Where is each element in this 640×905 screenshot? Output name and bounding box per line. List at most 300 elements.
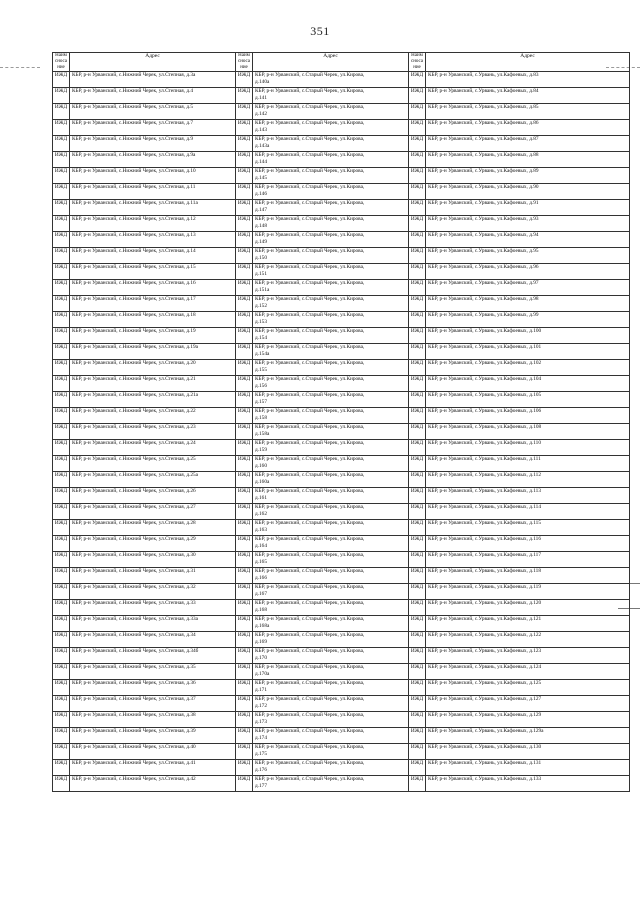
scan-margin-line [0,67,40,68]
address-house-number: д.160а [255,478,270,485]
address-cell: КБР, р-н Урванский, с.Урвань, ул.Кафоевых, д.108 [426,424,630,440]
address-street-text: КБР, р-н Урванский, с.Старый Черек, ул.Кирова, [255,488,365,494]
building-type-cell: ИЖД [409,360,426,376]
address-cell: КБР, р-н Урванский, с.Урвань, ул.Кафоевых, д.85 [426,104,630,120]
building-type-cell: ИЖД [53,456,70,472]
address-cell [253,536,409,552]
address-cell: КБР, р-н Урванский, с.Урвань, ул.Кафоевых, д.102 [426,360,630,376]
address-cell: КБР, р-н Урванский, с.Урвань, ул.Кафоевых, д.129 [426,712,630,728]
table-row [53,696,630,712]
address-house-number: д.159 [255,446,267,453]
table-row [53,216,630,232]
address-house-number: д.145 [255,174,267,181]
building-type-cell: ИЖД [236,296,253,312]
building-type-cell: ИЖД [409,216,426,232]
table-row [53,760,630,776]
building-type-cell: ИЖД [53,760,70,776]
building-type-cell: ИЖД [236,344,253,360]
address-cell [253,584,409,600]
address-street-text: КБР, р-н Урванский, с.Старый Черек, ул.Кирова, [255,424,365,430]
building-type-cell: ИЖД [53,568,70,584]
address-cell [253,328,409,344]
address-cell: КБР, р-н Урванский, с.Урвань, ул.Кафоевых, д.100 [426,328,630,344]
address-street-text: КБР, р-н Урванский, с.Старый Черек, ул.Кирова, [255,696,365,702]
address-street-text: КБР, р-н Урванский, с.Старый Черек, ул.Кирова, [255,136,365,142]
address-street-text: КБР, р-н Урванский, с.Старый Черек, ул.Кирова, [255,72,365,78]
building-type-cell: ИЖД [236,408,253,424]
building-type-cell: ИЖД [236,568,253,584]
address-street-text: КБР, р-н Урванский, с.Старый Черек, ул.Кирова, [255,472,365,478]
address-cell: КБР, р-н Урванский, с.Нижний Черек, ул.Степная, д.26 [70,488,236,504]
address-cell [253,648,409,664]
address-cell: КБР, р-н Урванский, с.Нижний Черек, ул.Степная, д.33а [70,616,236,632]
address-cell: КБР, р-н Урванский, с.Нижний Черек, ул.Степная, д.42 [70,776,236,792]
table-row [53,776,630,792]
building-type-cell: ИЖД [409,152,426,168]
building-type-cell: ИЖД [53,376,70,392]
address-cell [253,712,409,728]
building-type-cell: ИЖД [53,584,70,600]
address-cell: КБР, р-н Урванский, с.Нижний Черек, ул.Степная, д.30 [70,552,236,568]
address-cell: КБР, р-н Урванский, с.Нижний Черек, ул.Степная, д.32 [70,584,236,600]
address-cell: КБР, р-н Урванский, с.Нижний Черек, ул.Степная, д.19 [70,328,236,344]
building-type-cell: ИЖД [53,472,70,488]
building-type-cell: ИЖД [53,600,70,616]
building-type-cell: ИЖД [236,424,253,440]
address-cell: КБР, р-н Урванский, с.Урвань, ул.Кафоевых, д.123 [426,648,630,664]
page-number: 351 [310,24,330,38]
building-type-cell: ИЖД [409,280,426,296]
building-type-cell: ИЖД [409,744,426,760]
address-cell: КБР, р-н Урванский, с.Нижний Черек, ул.Степная, д.35 [70,664,236,680]
building-type-cell: ИЖД [53,72,70,88]
building-type-cell: ИЖД [409,696,426,712]
table-row [53,600,630,616]
building-type-cell: ИЖД [409,712,426,728]
table-row [53,648,630,664]
address-cell: КБР, р-н Урванский, с.Урвань, ул.Кафоевых, д.129а [426,728,630,744]
address-house-number: д.157 [255,398,267,405]
address-cell [253,392,409,408]
address-cell: КБР, р-н Урванский, с.Нижний Черек, ул.Степная, д.19а [70,344,236,360]
table-row [53,200,630,216]
address-cell: КБР, р-н Урванский, с.Урвань, ул.Кафоевых, д.97 [426,280,630,296]
building-type-cell: ИЖД [409,104,426,120]
address-cell [253,280,409,296]
building-type-cell: ИЖД [236,728,253,744]
address-cell: КБР, р-н Урванский, с.Нижний Черек, ул.Степная, д.22 [70,408,236,424]
building-type-cell: ИЖД [53,216,70,232]
address-cell: КБР, р-н Урванский, с.Нижний Черек, ул.Степная, д.25 [70,456,236,472]
building-type-cell: ИЖД [409,184,426,200]
address-cell [253,296,409,312]
building-type-cell: ИЖД [409,264,426,280]
address-cell: КБР, р-н Урванский, с.Нижний Черек, ул.Степная, д.41 [70,760,236,776]
table-row [53,536,630,552]
building-type-cell: ИЖД [236,136,253,152]
building-type-cell: ИЖД [53,520,70,536]
address-house-number: д.170а [255,670,270,677]
building-type-cell: ИЖД [236,280,253,296]
address-house-number: д.177 [255,782,267,789]
address-street-text: КБР, р-н Урванский, с.Старый Черек, ул.Кирова, [255,760,365,766]
building-type-cell: ИЖД [409,600,426,616]
building-type-cell: ИЖД [236,248,253,264]
address-street-text: КБР, р-н Урванский, с.Старый Черек, ул.Кирова, [255,216,365,222]
table-row [53,120,630,136]
address-house-number: д.142 [255,110,267,117]
address-house-number: д.160 [255,462,267,469]
address-cell [253,312,409,328]
address-house-number: д.141 [255,94,267,101]
address-street-text: КБР, р-н Урванский, с.Старый Черек, ул.Кирова, [255,568,365,574]
address-cell: КБР, р-н Урванский, с.Нижний Черек, ул.Степная, д.18 [70,312,236,328]
address-street-text: КБР, р-н Урванский, с.Старый Черек, ул.Кирова, [255,744,365,750]
address-cell: КБР, р-н Урванский, с.Урвань, ул.Кафоевых, д.118 [426,568,630,584]
table-row [53,408,630,424]
table-row [53,520,630,536]
address-house-number: д.172 [255,702,267,709]
address-cell: КБР, р-н Урванский, с.Урвань, ул.Кафоевых, д.133 [426,776,630,792]
building-type-cell: ИЖД [53,392,70,408]
address-street-text: КБР, р-н Урванский, с.Старый Черек, ул.Кирова, [255,312,365,318]
address-house-number: д.143 [255,126,267,133]
address-cell: КБР, р-н Урванский, с.Нижний Черек, ул.Степная, д.15 [70,264,236,280]
building-type-cell: ИЖД [53,184,70,200]
address-cell [253,264,409,280]
building-type-cell: ИЖД [409,536,426,552]
building-type-cell: ИЖД [53,744,70,760]
table-row [53,312,630,328]
address-cell: КБР, р-н Урванский, с.Урвань, ул.Кафоевых, д.95 [426,248,630,264]
address-house-number: д.176 [255,766,267,773]
building-type-cell: ИЖД [236,312,253,328]
table-row [53,88,630,104]
address-cell: КБР, р-н Урванский, с.Нижний Черек, ул.Степная, д.24 [70,440,236,456]
address-cell [253,760,409,776]
address-house-number: д.169 [255,638,267,645]
address-cell: КБР, р-н Урванский, с.Урвань, ул.Кафоевых, д.111 [426,456,630,472]
building-type-cell: ИЖД [409,504,426,520]
type-column-header: Наим сноса ние [236,53,253,72]
address-cell: КБР, р-н Урванский, с.Нижний Черек, ул.Степная, д.27 [70,504,236,520]
address-street-text: КБР, р-н Урванский, с.Старый Черек, ул.Кирова, [255,632,365,638]
address-cell: КБР, р-н Урванский, с.Нижний Черек, ул.Степная, д.25а [70,472,236,488]
address-cell [253,88,409,104]
building-type-cell: ИЖД [53,328,70,344]
building-type-cell: ИЖД [409,760,426,776]
table-row [53,72,630,88]
address-cell: КБР, р-н Урванский, с.Урвань, ул.Кафоевых, д.106 [426,408,630,424]
address-street-text: КБР, р-н Урванский, с.Старый Черек, ул.Кирова, [255,376,365,382]
address-cell [253,152,409,168]
building-type-cell: ИЖД [53,152,70,168]
address-cell: КБР, р-н Урванский, с.Нижний Черек, ул.Степная, д.12 [70,216,236,232]
address-cell: КБР, р-н Урванский, с.Нижний Черек, ул.Степная, д.21а [70,392,236,408]
address-cell: КБР, р-н Урванский, с.Урвань, ул.Кафоевых, д.83 [426,72,630,88]
address-column-header: Адрес [70,53,236,72]
address-cell: КБР, р-н Урванский, с.Урвань, ул.Кафоевых, д.121 [426,616,630,632]
address-cell: КБР, р-н Урванский, с.Нижний Черек, ул.Степная, д.16 [70,280,236,296]
address-cell [253,344,409,360]
address-column-header: Адрес [253,53,409,72]
building-type-cell: ИЖД [236,232,253,248]
building-type-cell: ИЖД [53,632,70,648]
building-type-cell: ИЖД [53,248,70,264]
address-cell [253,136,409,152]
table-row [53,360,630,376]
address-cell: КБР, р-н Урванский, с.Нижний Черек, ул.Степная, д.37 [70,696,236,712]
address-house-number: д.144 [255,158,267,165]
address-street-text: КБР, р-н Урванский, с.Старый Черек, ул.Кирова, [255,584,365,590]
table-row [53,104,630,120]
address-street-text: КБР, р-н Урванский, с.Старый Черек, ул.Кирова, [255,712,365,718]
building-type-cell: ИЖД [409,584,426,600]
address-cell: КБР, р-н Урванский, с.Урвань, ул.Кафоевых, д.94 [426,232,630,248]
building-type-cell: ИЖД [409,408,426,424]
building-type-cell: ИЖД [409,456,426,472]
address-street-text: КБР, р-н Урванский, с.Старый Черек, ул.Кирова, [255,200,365,206]
building-type-cell: ИЖД [236,600,253,616]
building-type-cell: ИЖД [53,648,70,664]
address-cell: КБР, р-н Урванский, с.Нижний Черек, ул.Степная, д.4 [70,88,236,104]
address-cell: КБР, р-н Урванский, с.Урвань, ул.Кафоевых, д.96 [426,264,630,280]
address-house-number: д.170 [255,654,267,661]
address-house-number: д.153 [255,318,267,325]
building-type-cell: ИЖД [53,424,70,440]
address-house-number: д.161 [255,494,267,501]
address-street-text: КБР, р-н Урванский, с.Старый Черек, ул.Кирова, [255,616,365,622]
address-cell [253,232,409,248]
address-house-number: д.152 [255,302,267,309]
building-type-cell: ИЖД [236,72,253,88]
building-type-cell: ИЖД [53,104,70,120]
address-cell: КБР, р-н Урванский, с.Нижний Черек, ул.Степная, д.3а [70,72,236,88]
address-house-number: д.143а [255,142,270,149]
address-cell [253,184,409,200]
address-cell: КБР, р-н Урванский, с.Урвань, ул.Кафоевых, д.117 [426,552,630,568]
address-cell [253,216,409,232]
address-house-number: д.171 [255,686,267,693]
address-house-number: д.174 [255,734,267,741]
table-row [53,280,630,296]
table-row [53,552,630,568]
building-type-cell: ИЖД [53,408,70,424]
building-type-cell: ИЖД [409,776,426,792]
building-type-cell: ИЖД [409,376,426,392]
address-street-text: КБР, р-н Урванский, с.Старый Черек, ул.Кирова, [255,280,365,286]
address-street-text: КБР, р-н Урванский, с.Старый Черек, ул.Кирова, [255,520,365,526]
address-cell: КБР, р-н Урванский, с.Нижний Черек, ул.Степная, д.21 [70,376,236,392]
building-type-cell: ИЖД [409,664,426,680]
table-row [53,664,630,680]
building-type-cell: ИЖД [236,696,253,712]
address-street-text: КБР, р-н Урванский, с.Старый Черек, ул.Кирова, [255,248,365,254]
building-type-cell: ИЖД [409,392,426,408]
building-type-cell: ИЖД [53,136,70,152]
address-cell [253,200,409,216]
table-row [53,136,630,152]
address-house-number: д.175 [255,750,267,757]
address-street-text: КБР, р-н Урванский, с.Старый Черек, ул.Кирова, [255,536,365,542]
address-cell: КБР, р-н Урванский, с.Урвань, ул.Кафоевых, д.99 [426,312,630,328]
table-row [53,248,630,264]
address-cell [253,504,409,520]
address-cell [253,744,409,760]
address-cell: КБР, р-н Урванский, с.Нижний Черек, ул.Степная, д.40 [70,744,236,760]
building-type-cell: ИЖД [236,664,253,680]
table-row [53,296,630,312]
address-registry-table [52,52,630,792]
address-cell [253,360,409,376]
address-cell [253,440,409,456]
building-type-cell: ИЖД [409,728,426,744]
address-cell: КБР, р-н Урванский, с.Нижний Черек, ул.Степная, д.7 [70,120,236,136]
address-cell: КБР, р-н Урванский, с.Нижний Черек, ул.Степная, д.38 [70,712,236,728]
building-type-cell: ИЖД [409,520,426,536]
address-house-number: д.147 [255,206,267,213]
building-type-cell: ИЖД [53,664,70,680]
building-type-cell: ИЖД [53,280,70,296]
address-house-number: д.151 [255,270,267,277]
address-house-number: д.168а [255,622,270,629]
address-cell [253,472,409,488]
address-street-text: КБР, р-н Урванский, с.Старый Черек, ул.Кирова, [255,328,365,334]
address-house-number: д.165 [255,558,267,565]
address-house-number: д.162 [255,510,267,517]
address-house-number: д.163 [255,526,267,533]
building-type-cell: ИЖД [53,616,70,632]
address-cell: КБР, р-н Урванский, с.Нижний Черек, ул.Степная, д.20 [70,360,236,376]
building-type-cell: ИЖД [409,568,426,584]
table-row [53,712,630,728]
building-type-cell: ИЖД [53,776,70,792]
address-cell: КБР, р-н Урванский, с.Урвань, ул.Кафоевых, д.112 [426,472,630,488]
table-row [53,376,630,392]
address-cell [253,120,409,136]
building-type-cell: ИЖД [53,440,70,456]
building-type-cell: ИЖД [53,728,70,744]
address-street-text: КБР, р-н Урванский, с.Старый Черек, ул.Кирова, [255,152,365,158]
address-cell [253,488,409,504]
building-type-cell: ИЖД [236,168,253,184]
building-type-cell: ИЖД [236,328,253,344]
address-street-text: КБР, р-н Урванский, с.Старый Черек, ул.Кирова, [255,88,365,94]
building-type-cell: ИЖД [236,680,253,696]
address-house-number: д.158 [255,414,267,421]
building-type-cell: ИЖД [236,152,253,168]
address-house-number: д.150 [255,254,267,261]
address-street-text: КБР, р-н Урванский, с.Старый Черек, ул.Кирова, [255,440,365,446]
building-type-cell: ИЖД [53,296,70,312]
building-type-cell: ИЖД [409,88,426,104]
table-row [53,728,630,744]
address-street-text: КБР, р-н Урванский, с.Старый Черек, ул.Кирова, [255,728,365,734]
building-type-cell: ИЖД [409,424,426,440]
building-type-cell: ИЖД [409,168,426,184]
building-type-cell: ИЖД [53,696,70,712]
building-type-cell: ИЖД [409,344,426,360]
building-type-cell: ИЖД [236,456,253,472]
building-type-cell: ИЖД [409,248,426,264]
building-type-cell: ИЖД [409,680,426,696]
building-type-cell: ИЖД [409,120,426,136]
type-column-header: Наим сноса ние [409,53,426,72]
address-street-text: КБР, р-н Урванский, с.Старый Черек, ул.Кирова, [255,456,365,462]
building-type-cell: ИЖД [236,552,253,568]
building-type-cell: ИЖД [236,472,253,488]
building-type-cell: ИЖД [53,488,70,504]
address-street-text: КБР, р-н Урванский, с.Старый Черек, ул.Кирова, [255,264,365,270]
building-type-cell: ИЖД [236,184,253,200]
table-row [53,168,630,184]
building-type-cell: ИЖД [409,616,426,632]
address-street-text: КБР, р-н Урванский, с.Старый Черек, ул.Кирова, [255,360,365,366]
address-house-number: д.164 [255,542,267,549]
address-cell: КБР, р-н Урванский, с.Урвань, ул.Кафоевых, д.88 [426,152,630,168]
building-type-cell: ИЖД [53,200,70,216]
address-cell: КБР, р-н Урванский, с.Урвань, ул.Кафоевых, д.90 [426,184,630,200]
address-street-text: КБР, р-н Урванский, с.Старый Черек, ул.Кирова, [255,648,365,654]
address-street-text: КБР, р-н Урванский, с.Старый Черек, ул.Кирова, [255,680,365,686]
building-type-cell: ИЖД [409,72,426,88]
address-cell: КБР, р-н Урванский, с.Нижний Черек, ул.Степная, д.14 [70,248,236,264]
address-cell: КБР, р-н Урванский, с.Нижний Черек, ул.Степная, д.17 [70,296,236,312]
address-street-text: КБР, р-н Урванский, с.Старый Черек, ул.Кирова, [255,120,365,126]
address-street-text: КБР, р-н Урванский, с.Старый Черек, ул.Кирова, [255,408,365,414]
address-cell: КБР, р-н Урванский, с.Нижний Черек, ул.Степная, д.9 [70,136,236,152]
address-street-text: КБР, р-н Урванский, с.Старый Черек, ул.Кирова, [255,552,365,558]
address-street-text: КБР, р-н Урванский, с.Старый Черек, ул.Кирова, [255,296,365,302]
address-house-number: д.155 [255,366,267,373]
address-cell: КБР, р-н Урванский, с.Нижний Черек, ул.Степная, д.13 [70,232,236,248]
address-cell: КБР, р-н Урванский, с.Нижний Черек, ул.Степная, д.31 [70,568,236,584]
address-house-number: д.166 [255,574,267,581]
address-cell [253,456,409,472]
address-house-number: д.148 [255,222,267,229]
address-street-text: КБР, р-н Урванский, с.Старый Черек, ул.Кирова, [255,392,365,398]
address-house-number: д.149 [255,238,267,245]
building-type-cell: ИЖД [236,504,253,520]
building-type-cell: ИЖД [53,344,70,360]
address-cell: КБР, р-н Урванский, с.Урвань, ул.Кафоевых, д.86 [426,120,630,136]
address-cell [253,680,409,696]
address-street-text: КБР, р-н Урванский, с.Старый Черек, ул.Кирова, [255,504,365,510]
address-cell [253,168,409,184]
address-cell [253,696,409,712]
address-cell: КБР, р-н Урванский, с.Урвань, ул.Кафоевых, д.101 [426,344,630,360]
address-cell: КБР, р-н Урванский, с.Нижний Черек, ул.Степная, д.39 [70,728,236,744]
building-type-cell: ИЖД [409,648,426,664]
building-type-cell: ИЖД [53,536,70,552]
table-row [53,632,630,648]
building-type-cell: ИЖД [236,632,253,648]
building-type-cell: ИЖД [236,536,253,552]
building-type-cell: ИЖД [236,104,253,120]
building-type-cell: ИЖД [53,120,70,136]
building-type-cell: ИЖД [236,760,253,776]
address-cell [253,104,409,120]
address-cell [253,664,409,680]
building-type-cell: ИЖД [409,312,426,328]
address-cell: КБР, р-н Урванский, с.Нижний Черек, ул.Степная, д.33 [70,600,236,616]
address-cell: КБР, р-н Урванский, с.Урвань, ул.Кафоевых, д.127 [426,696,630,712]
table-row [53,232,630,248]
address-cell: КБР, р-н Урванский, с.Урвань, ул.Кафоевых, д.122 [426,632,630,648]
address-cell [253,376,409,392]
address-cell: КБР, р-н Урванский, с.Нижний Черек, ул.Степная, д.34 [70,632,236,648]
address-house-number: д.146 [255,190,267,197]
